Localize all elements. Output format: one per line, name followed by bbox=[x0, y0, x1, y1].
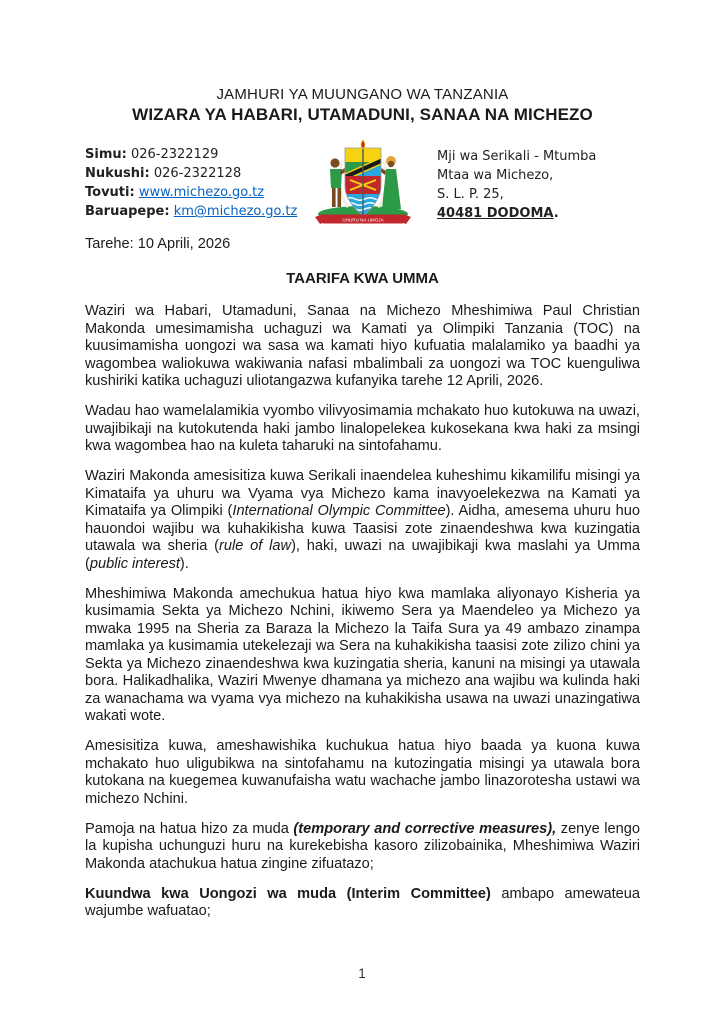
date-line: Tarehe: 10 Aprili, 2026 bbox=[85, 236, 231, 252]
email-line bbox=[85, 202, 335, 221]
text-run: (temporary and corrective measures), bbox=[293, 820, 557, 837]
document-content bbox=[85, 0, 640, 933]
email-label: Baruapepe: bbox=[85, 204, 170, 219]
website-link[interactable]: www.michezo.go.tz bbox=[138, 185, 265, 200]
address-line-2: Mtaa wa Michezo, bbox=[437, 168, 554, 183]
paragraph bbox=[85, 303, 640, 391]
text-run: Mheshimiwa Makonda amechukua hatua hiyo kwa mamlaka aliyonayo Kisheria ya kusimamia Sekta ya Michezo Nchini, ikiwemo Sera ya Maendeleo ya Michezo ya mwaka 1995 na Sheria za Baraza la Michezo la Taifa Sura ya 49 ambazo zinampa mamlaka ya kusimamia utekelezaji wa Sera na kuhakikisha taasisi zote zilizo chini ya Sekta ya Michezo zinaendeshwa kwa kuzingatia sheria, kanuni na misingi ya utawala bora. Halikadhalika, Waziri Mwenye dhamana ya michezo ana wajibu wa kulinda haki za wanachama wa vyama vya michezo na kuhakikisha usawa na uwazi unazingatiwa wakati wote. bbox=[85, 585, 640, 724]
text-run: rule of law bbox=[219, 538, 292, 554]
emblem-motto: UHURU NA UMOJA bbox=[341, 217, 384, 223]
fax-line bbox=[85, 164, 335, 183]
paragraph bbox=[85, 586, 640, 726]
text-run: Amesisitiza kuwa, ameshawishika kuchukua hatua hiyo baada ya kuona kuwa mchakato huo uligubikwa na sintofahamu na kutozingatia misingi ya utawala bora kutokana na kuegemea kuwanufaisha watu wachache jambo linazorotesha ustawi wa michezo Nchini. bbox=[85, 738, 640, 807]
address-block bbox=[437, 147, 640, 223]
paragraph bbox=[85, 886, 640, 921]
ministry-title: WIZARA YA HABARI, UTAMADUNI, SANAA NA MICHEZO bbox=[132, 105, 593, 124]
fax-value: 026-2322128 bbox=[153, 166, 242, 181]
phone-label: Simu: bbox=[85, 147, 127, 162]
letterhead-row bbox=[85, 145, 640, 225]
text-run: ambapo amewateua wajumbe wafuatao; bbox=[85, 885, 641, 919]
text-run: Waziri wa Habari, Utamaduni, Sanaa na Michezo Mheshimiwa Paul Christian Makonda umesimamisha uchaguzi wa Kamati ya Olimpiki Tanzania (TOC) na kuusimamisha uongozi wa sasa wa kamati hiyo kufuatia malalamiko ya baadhi ya wagombea waliokuwa wakiwania nafasi mbalimbali za uongozi wa TOC kuenguliwa kushiriki katika uchaguzi uliotangazwa kufanyika tarehe 12 Aprili, 2026. bbox=[85, 303, 640, 389]
postal-city: 40481 DODOMA bbox=[437, 206, 554, 221]
text-run: Wadau hao wamelalamikia vyombo vilivyosimamia mchakato huo kutokuwa na uwazi, uwajibikaji na kutokutenda haki jambo linalopelekea kukosekana kwa haki za msingi kwa wagombea hao na kuleta taharuki na sintofahamu. bbox=[85, 403, 640, 454]
text-run: Pamoja na hatua hizo za muda bbox=[85, 820, 294, 837]
text-run: zenye lengo la kupisha uchunguzi huru na kurekebisha kasoro zilizobainika, Mheshimiwa Waziri Makonda atachukua hatua zingine zifuatazo; bbox=[85, 820, 640, 872]
text-run: Waziri Makonda amesisitiza kuwa Serikali inaendelea kuheshimu kikamilifu misingi ya Kimataifa ya uhuru wa Vyama vya Michezo kama inavyoelekezwa na Kamati ya Kimataifa ya Olimpiki ( bbox=[85, 468, 640, 519]
tanzania-coat-of-arms-icon bbox=[307, 138, 419, 226]
website-line bbox=[85, 183, 335, 202]
page-number: 1 bbox=[358, 966, 366, 981]
paragraph bbox=[85, 738, 640, 808]
phone-value: 026-2322129 bbox=[130, 147, 219, 162]
contact-block bbox=[85, 145, 335, 221]
address-line-3: S. L. P. 25, bbox=[437, 187, 504, 202]
phone-line bbox=[85, 145, 335, 164]
website-label: Tovuti: bbox=[85, 185, 135, 200]
paragraph bbox=[85, 468, 640, 573]
postal-city-period: . bbox=[553, 206, 559, 221]
text-run: ), haki, uwazi na uwajibikaji kwa maslahi ya Umma ( bbox=[85, 538, 641, 572]
address-line-4 bbox=[437, 204, 640, 223]
text-run: International Olympic Committee bbox=[232, 503, 446, 519]
fax-label: Nukushi: bbox=[85, 166, 150, 181]
paragraph bbox=[85, 821, 640, 874]
text-run: Kuundwa kwa Uongozi wa muda (Interim Committee) bbox=[85, 885, 491, 902]
email-link[interactable]: km@michezo.go.tz bbox=[173, 204, 298, 219]
address-line-1: Mji wa Serikali - Mtumba bbox=[437, 149, 597, 164]
body-paragraphs bbox=[85, 303, 640, 921]
text-run: public interest bbox=[89, 555, 180, 572]
document-title: TAARIFA KWA UMMA bbox=[286, 270, 439, 287]
paragraph bbox=[85, 403, 640, 456]
text-run: ). bbox=[179, 555, 189, 572]
text-run: ). Aidha, amesema uhuru huo hauondoi wajibu wa kuhakikisha kuwa Taasisi zote zinaendeshwa kwa kuzingatia utawala wa sheria ( bbox=[85, 503, 640, 554]
republic-title: JAMHURI YA MUUNGANO WA TANZANIA bbox=[216, 86, 509, 103]
